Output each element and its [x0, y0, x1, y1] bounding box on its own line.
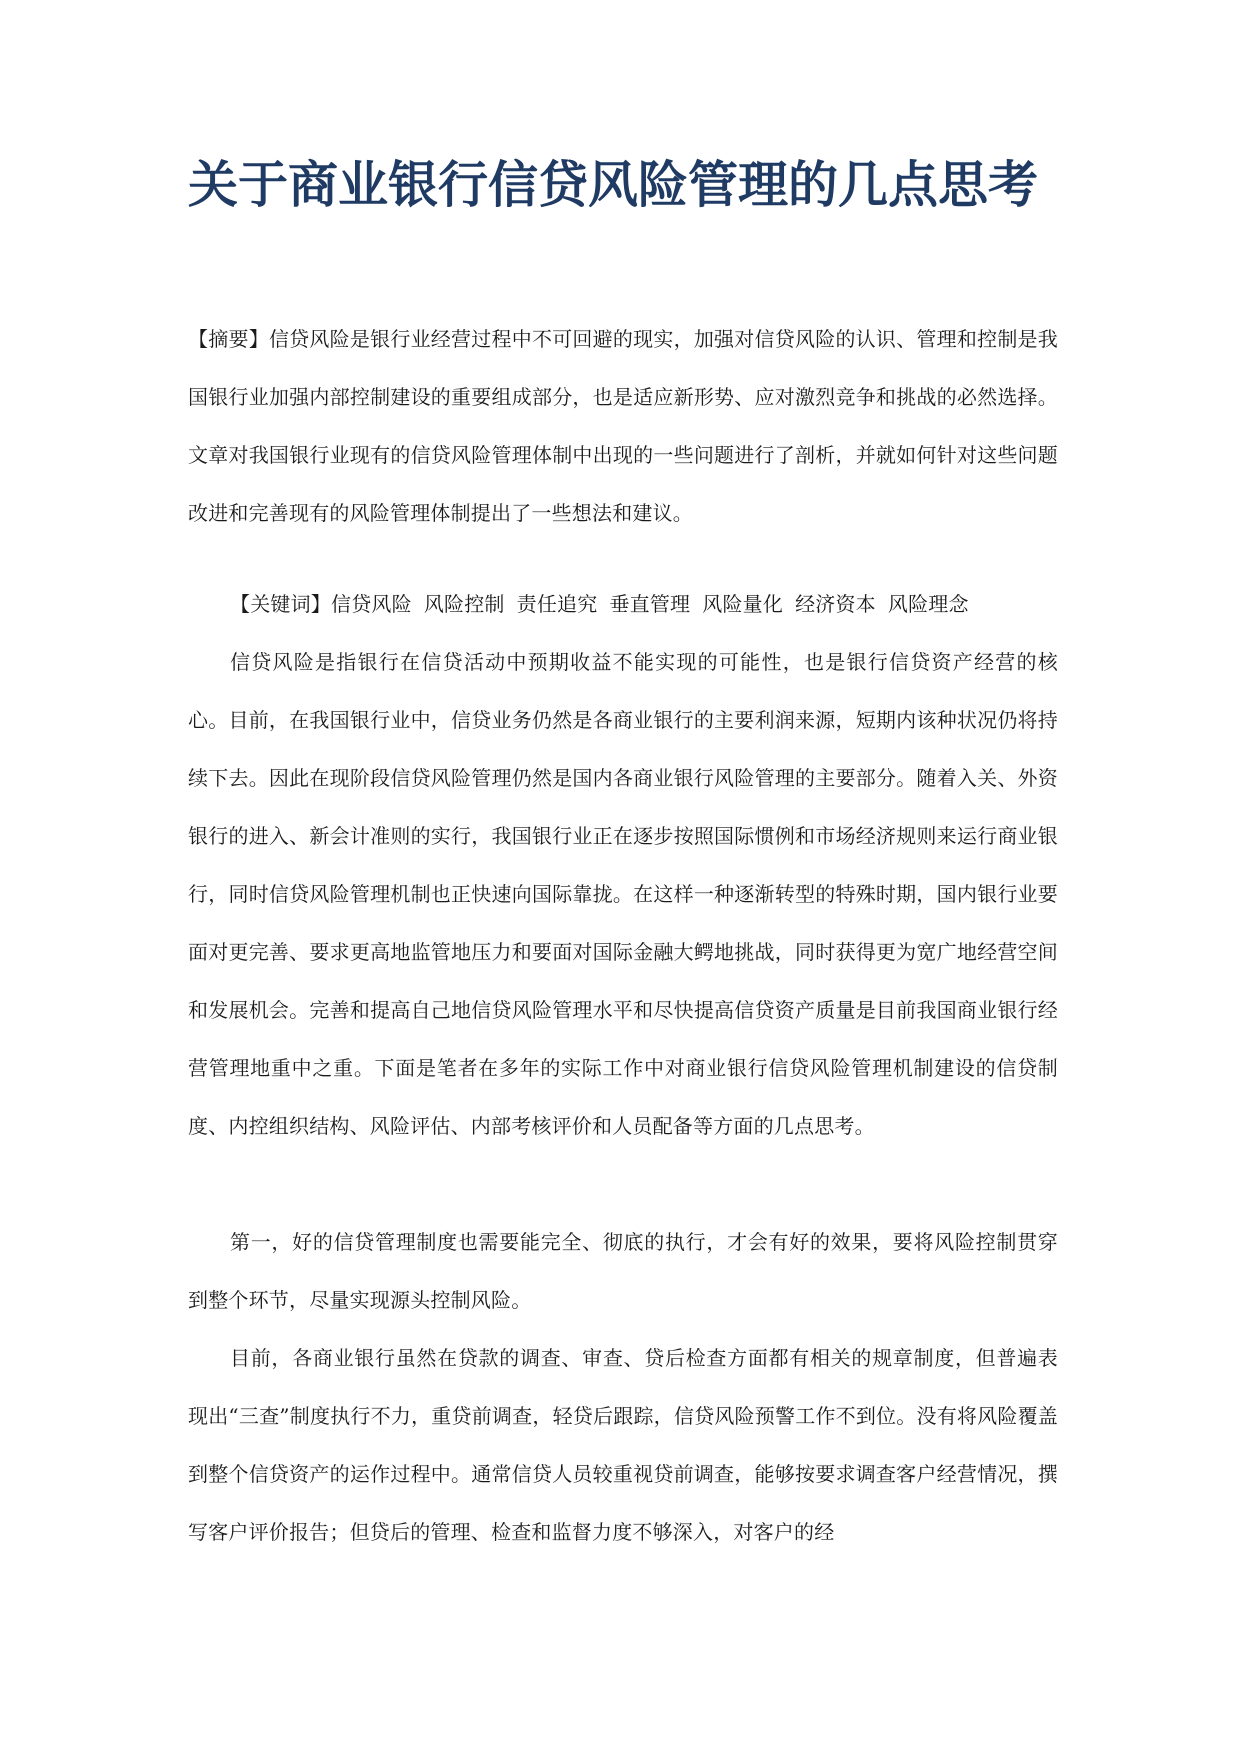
- body-paragraph: 目前，各商业银行虽然在贷款的调查、审查、贷后检查方面都有相关的规章制度，但普遍表现出“三查”制度执行不力，重贷前调查，轻贷后跟踪，信贷风险预警工作不到位。没有将风险覆盖到整个信贷资产的运作过程中。通常信贷人员较重视贷前调查，能够按要求调查客户经营情况，撰写客户评价报告；但贷后的管理、检查和监督力度不够深入，对客户的经: [188, 1346, 1058, 1544]
- keyword: 风险量化: [702, 592, 784, 616]
- keywords-label: 【关键词】: [230, 592, 331, 616]
- abstract-label: 【摘要】: [188, 327, 269, 351]
- abstract-paragraph: [188, 310, 1058, 542]
- keyword: 责任追究: [516, 592, 598, 616]
- keywords-line: [188, 575, 1058, 633]
- keyword: 垂直管理: [609, 592, 691, 616]
- keyword: 风险控制: [423, 592, 505, 616]
- keyword: 风险理念: [887, 592, 969, 616]
- body-paragraph: 信贷风险是指银行在信贷活动中预期收益不能实现的可能性，也是银行信贷资产经营的核心。目前，在我国银行业中，信贷业务仍然是各商业银行的主要利润来源，短期内该种状况仍将持续下去。因此在现阶段信贷风险管理仍然是国内各商业银行风险管理的主要部分。随着入关、外资银行的进入、新会计准则的实行，我国银行业正在逐步按照国际惯例和市场经济规则来运行商业银行，同时信贷风险管理机制也正快速向国际靠拢。在这样一种逐渐转型的特殊时期，国内银行业要面对更完善、要求更高地监管地压力和要面对国际金融大鳄地挑战，同时获得更为宽广地经营空间和发展机会。完善和提高自己地信贷风险管理水平和尽快提高信贷资产质量是目前我国商业银行经营管理地重中之重。下面是笔者在多年的实际工作中对商业银行信贷风险管理机制建设的信贷制度、内控组织结构、风险评估、内部考核评价和人员配备等方面的几点思考。: [188, 650, 1058, 1138]
- document-page: [188, 0, 1058, 1754]
- document-title: 关于商业银行信贷风险管理的几点思考: [188, 156, 1038, 214]
- abstract-text: 信贷风险是银行业经营过程中不可回避的现实，加强对信贷风险的认识、管理和控制是我国银行业加强内部控制建设的重要组成部分，也是适应新形势、应对激烈竞争和挑战的必然选择。文章对我国银行业现有的信贷风险管理体制中出现的一些问题进行了剖析，并就如何针对这些问题改进和完善现有的风险管理体制提出了一些想法和建议。: [188, 327, 1058, 525]
- body-paragraph: 第一，好的信贷管理制度也需要能完全、彻底的执行，才会有好的效果，要将风险控制贯穿到整个环节，尽量实现源头控制风险。: [188, 1230, 1058, 1312]
- keyword: 经济资本: [795, 592, 876, 616]
- keyword: 信贷风险: [331, 592, 412, 616]
